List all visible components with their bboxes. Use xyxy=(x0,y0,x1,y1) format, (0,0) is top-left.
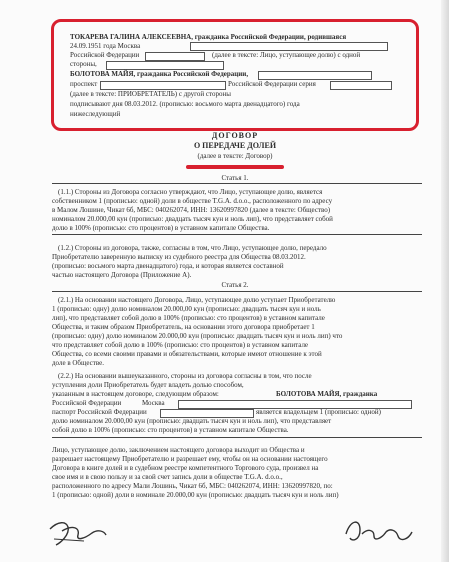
p22-city: Москва xyxy=(142,399,165,407)
separator xyxy=(52,437,422,438)
article-1-heading: Статья 1. xyxy=(221,174,249,182)
p22-buyer-name: БОЛОТОВА МАЙЯ, гражданка xyxy=(276,390,378,398)
p22-line: (2.2.) На основании вышеуказанного, стороны из договора согласны в том, что после xyxy=(58,372,312,380)
contract-subtitle: О ПЕРЕДАЧЕ ДОЛЕЙ xyxy=(193,141,277,150)
p22-owner: является владельцем 1 (прописью: одной) xyxy=(256,408,381,416)
party-1-line-3: Российской Федерации xyxy=(70,51,140,59)
final-line: Договора в книге долей и в судебном реестре компетентного Торгового суда, произвел на xyxy=(52,464,319,472)
red-underline-mark xyxy=(186,165,284,169)
party-2-line-5: нижеследующий xyxy=(70,110,121,118)
final-line: свое имя и в свою пользу и за свой счет запись доли в обществе T.G.A. d.o.o., xyxy=(52,473,283,481)
party-1-line-2: 24.09.1951 года Москва xyxy=(70,42,141,50)
p22-nominal: долю номиналом 20.000,00 кун (прописью: двадцать тысяч кун и ноль лип), что представляет xyxy=(52,417,332,425)
p12-line: Приобретателю заверенную выписку из судебного реестра для Общества 08.03.2012. xyxy=(52,253,306,261)
p21-line: (прописью: одну) долю номиналом 20.000,00 кун (прописью: двадцать тысяч кун и ноль лип) что xyxy=(52,332,343,340)
p12-line: (1.2.) Стороны из договора, также, согласны в том, что Лицо, уступающее долю, передало xyxy=(58,244,327,252)
p22-line: паспорт Российской Федерации xyxy=(52,408,147,416)
party-1-line-3b: (далее в тексте: Лицо, уступающее долю) с одной xyxy=(212,51,361,59)
p21-line: Общества, со всеми своими правами и обязательствами, которые имеют отношение к этой xyxy=(52,350,322,358)
p21-line: Общества, и таким образом Приобретатель, на основании этого договора приобретает 1 xyxy=(52,323,315,331)
party-2-line-3: (далее в тексте: ПРИОБРЕТАТЕЛЬ) с другой стороны xyxy=(70,90,231,98)
p21-line: что представляет собой долю в 100% (прописью: сто процентов) в уставном капитале xyxy=(52,341,309,349)
final-line: разрешает настоящему Приобретателю и разрешает ему, чтобы он на основании настоящего xyxy=(52,455,328,463)
separator xyxy=(52,291,422,292)
p21-line: доле в Обществе. xyxy=(52,359,104,367)
p22-line: указанным в настоящем договоре, следующим образом: xyxy=(52,390,219,398)
separator xyxy=(52,183,422,184)
p21-line: (2.1.) На основании настоящего Договора, Лицо, уступающее долю уступает Приобретателю xyxy=(58,296,336,304)
red-highlight-frame xyxy=(51,19,419,131)
p11-line: номиналом 20.000,00 кун (прописью: двадцать тысяч кун и ноль лип), что представляет собой xyxy=(52,215,333,223)
contract-alias: (далее в тексте: Договор) xyxy=(197,152,273,160)
party-2-line-4: подписывают дня 08.03.2012. (прописью: восьмого марта двенадцатого) года xyxy=(70,100,300,108)
final-line: расположенного по адресу Мали Лошинь, Чикат 6б, МБС: 040262074, ИНН: 13620997820, по: xyxy=(52,482,333,490)
party-1-line-1: ТОКАРЕВА ГАЛИНА АЛЕКСЕЕВНА, гражданка Российской Федерации, родившаяся xyxy=(70,33,347,41)
contract-title: ДОГОВОР xyxy=(211,131,259,140)
p11-line: долю в 100% (прописью: сто процентов) в уставном капитале Общества. xyxy=(52,224,270,232)
p12-line: (прописью: восьмого марта двенадцатого) года, и которая является составной xyxy=(52,262,284,270)
p22-line: Российской Федерации xyxy=(52,399,122,407)
party-1-line-4: стороны, xyxy=(70,60,97,68)
party-2-line-2: проспект xyxy=(70,80,98,88)
p11-line: (1.1.) Стороны из Договора согласно утверждают, что Лицо, уступающее долю, является xyxy=(58,188,323,196)
separator xyxy=(52,234,422,235)
p11-line: в Малом Лошине, Чикат 6б, МБС: 040262074, ИНН: 13620997820 (далее в тексте: Общество) xyxy=(52,206,331,214)
signature-right xyxy=(338,512,418,552)
final-line: 1 (прописью: одной) доли в номинале 20.000,00 кун (прописью: двадцать тысяч кун и ноль лип) xyxy=(52,491,339,499)
p12-line: частью настоящего Договора (Приложение А). xyxy=(52,271,192,279)
p22-line: уступления доли Приобретатель будет владеть долью способом, xyxy=(52,381,244,389)
signature-left xyxy=(44,515,114,555)
party-2-line-2b: Российской Федерации серия xyxy=(228,80,316,88)
p11-line: собственником 1 (прописью: одной) доли в обществе T.G.A. d.o.o., расположенного по адресу xyxy=(52,197,333,205)
party-2-line-1: БОЛОТОВА МАЙЯ, гражданка Российской Федерации, xyxy=(70,70,249,78)
final-line: Лицо, уступающее долю, заключением настоящего договора выходит из Общества и xyxy=(52,446,305,454)
article-2-heading: Статья 2. xyxy=(221,281,249,289)
p21-line: 1 (прописью: одну) долю номиналом 20.000,00 кун (прописью: двадцать тысяч кун и ноль xyxy=(52,305,321,313)
p21-line: лип), что представляет собой долю в 100% (прописью: сто процентов) в уставном капитале xyxy=(52,314,325,322)
p22-line: собой долю в 100% (прописью: сто процентов) в уставном капитале Общества. xyxy=(52,426,289,434)
